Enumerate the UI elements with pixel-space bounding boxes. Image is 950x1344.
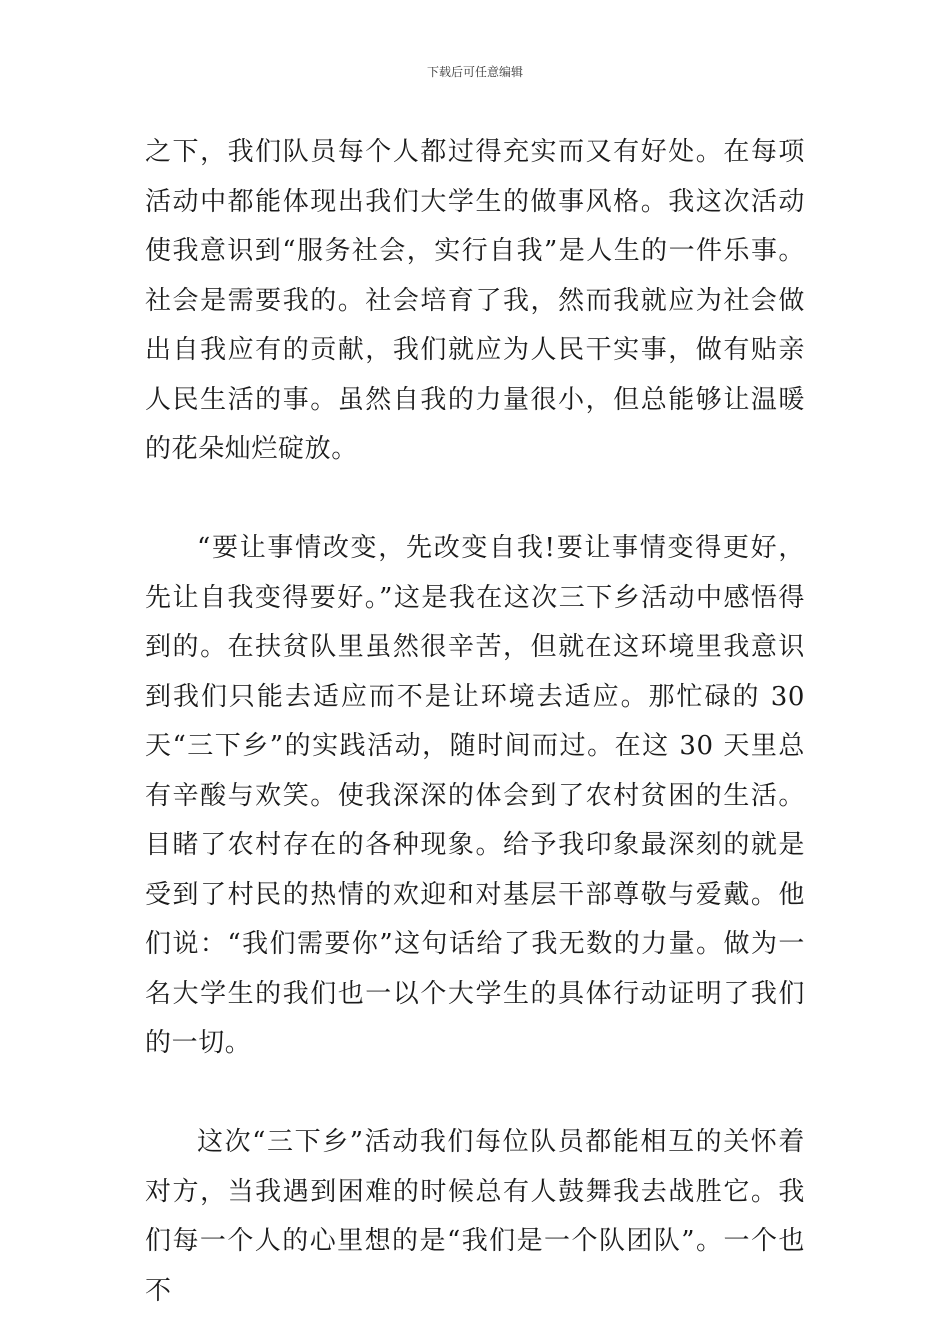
paragraph: “要让事情改变，先改变自我!要让事情变得更好，先让自我变得要好。”这是我在这次三下乡活动中感悟得到的。在扶贫队里虽然很辛苦，但就在这环境里我意识到我们只能去适应而不是让环境去适应。那忙碌的 30 天“三下乡”的实践活动，随时间而过。在这 30 天里总有辛酸与欢笑。使我深深的体会到了农村贫困的生活。目睹了农村存在的各种现象。给予我印象最深刻的就是受到了村民的热情的欢迎和对基层干部尊敬与爱戴。他们说：“我们需要你”这句话给了我无数的力量。做为一名大学生的我们也一以个大学生的具体行动证明了我们的一切。 <box>145 533 805 1058</box>
paragraph-continuation: 之下，我们队员每个人都过得充实而又有好处。在每项活动中都能体现出我们大学生的做事风格。我这次活动使我意识到“服务社会，实行自我”是人生的一件乐事。社会是需要我的。社会培育了我，然而我就应为社会做出自我应有的贡献，我们就应为人民干实事，做有贴亲人民生活的事。虽然自我的力量很小，但总能够让温暖的花朵灿烂碇放。 <box>145 137 805 464</box>
paragraph: 这次“三下乡”活动我们每位队员都能相互的关怀着对方，当我遇到困难的时候总有人鼓舞我去战胜它。我们每一个人的心里想的是“我们是一个队团队”。一个也不 <box>145 1127 805 1306</box>
document-body <box>145 128 805 1316</box>
page-header: 下载后可任意编辑 <box>426 65 523 79</box>
